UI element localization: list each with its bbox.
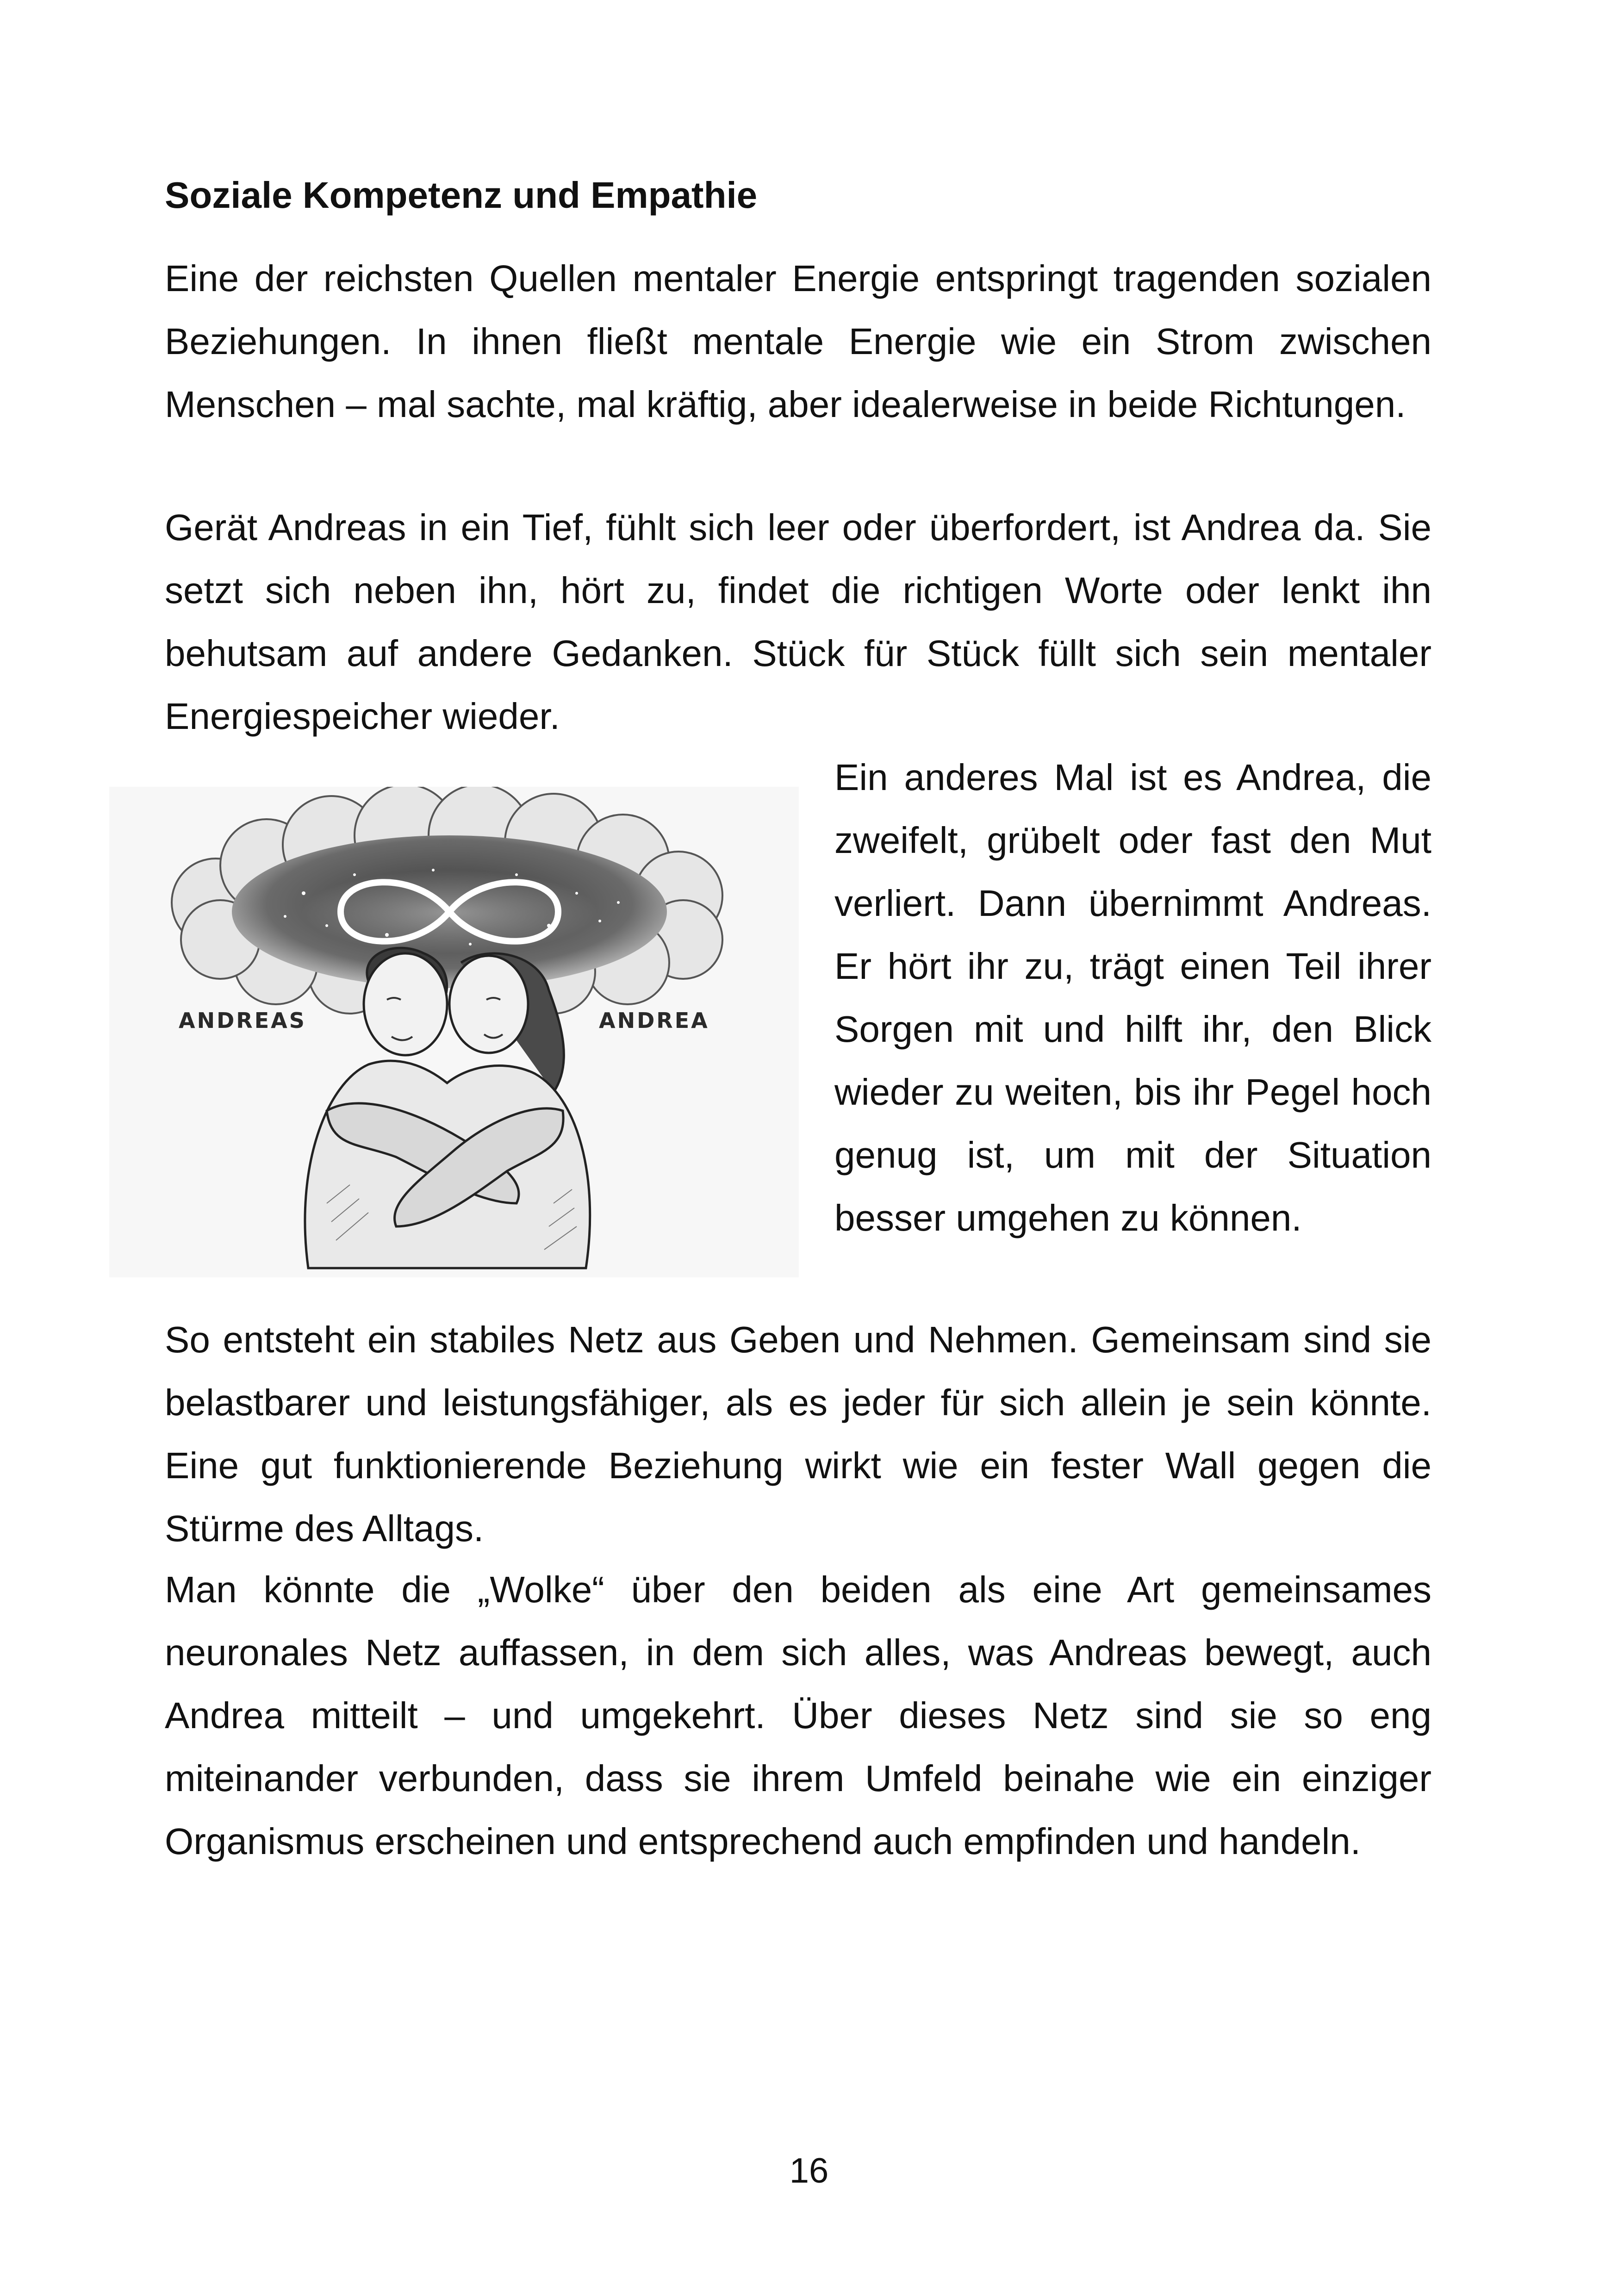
- paragraph-netz: So entsteht ein stabiles Netz aus Geben und Nehmen. Gemeinsam sind sie belastbarer und leistungsfähiger, als es jeder für sich allein je sein könnte. Eine gut funktionierende Beziehung wirkt wie ein fester Wall gegen die Stürme des Alltags.: [165, 1319, 1431, 1549]
- paragraph-andreas-tief: Gerät Andreas in ein Tief, fühlt sich leer oder überfordert, ist Andrea da. Sie setzt sich neben ihn, hört zu, findet die richtigen Worte oder lenkt ihn behutsam auf andere Gedanken. Stück für Stück füllt sich sein mentaler Energiespeicher wieder.: [165, 507, 1431, 737]
- illustration-embracing-couple: [109, 787, 799, 1277]
- paragraph-intro: Eine der reichsten Quellen mentaler Energie entspringt tragenden sozialen Beziehungen. In ihnen fließt mentale Energie wie ein Strom zwischen Menschen – mal sachte, mal kräftig, aber idealerweise in beide Richtungen.: [165, 258, 1431, 425]
- illustration-label-andrea: ANDREA: [599, 1008, 709, 1033]
- paragraph-wolke: Man könnte die „Wolke“ über den beiden als eine Art gemeinsames neuronales Netz auffassen, in dem sich alles, was Andreas bewegt, auch Andrea mitteilt – und umgekehrt. Über dieses Netz sind sie so eng miteinander verbunden, dass sie ihrem Umfeld beinahe wie ein einziger Organismus erscheinen und entsprechend auch empfinden und handeln.: [165, 1569, 1431, 1862]
- page-number: 16: [789, 2151, 829, 2190]
- paragraph-andrea-zweifel: Ein anderes Mal ist es Andrea, die zweifelt, grübelt oder fast den Mut verliert. Dann übernimmt Andreas. Er hört ihr zu, trägt einen Teil ihrer Sorgen mit und hilft ihr, den Blick wieder zu weiten, bis ihr Pegel hoch genug ist, um mit der Situation besser umgehen zu können.: [834, 757, 1431, 1238]
- section-heading: Soziale Kompetenz und Empathie: [165, 174, 758, 216]
- illustration-label-andreas: ANDREAS: [179, 1008, 306, 1033]
